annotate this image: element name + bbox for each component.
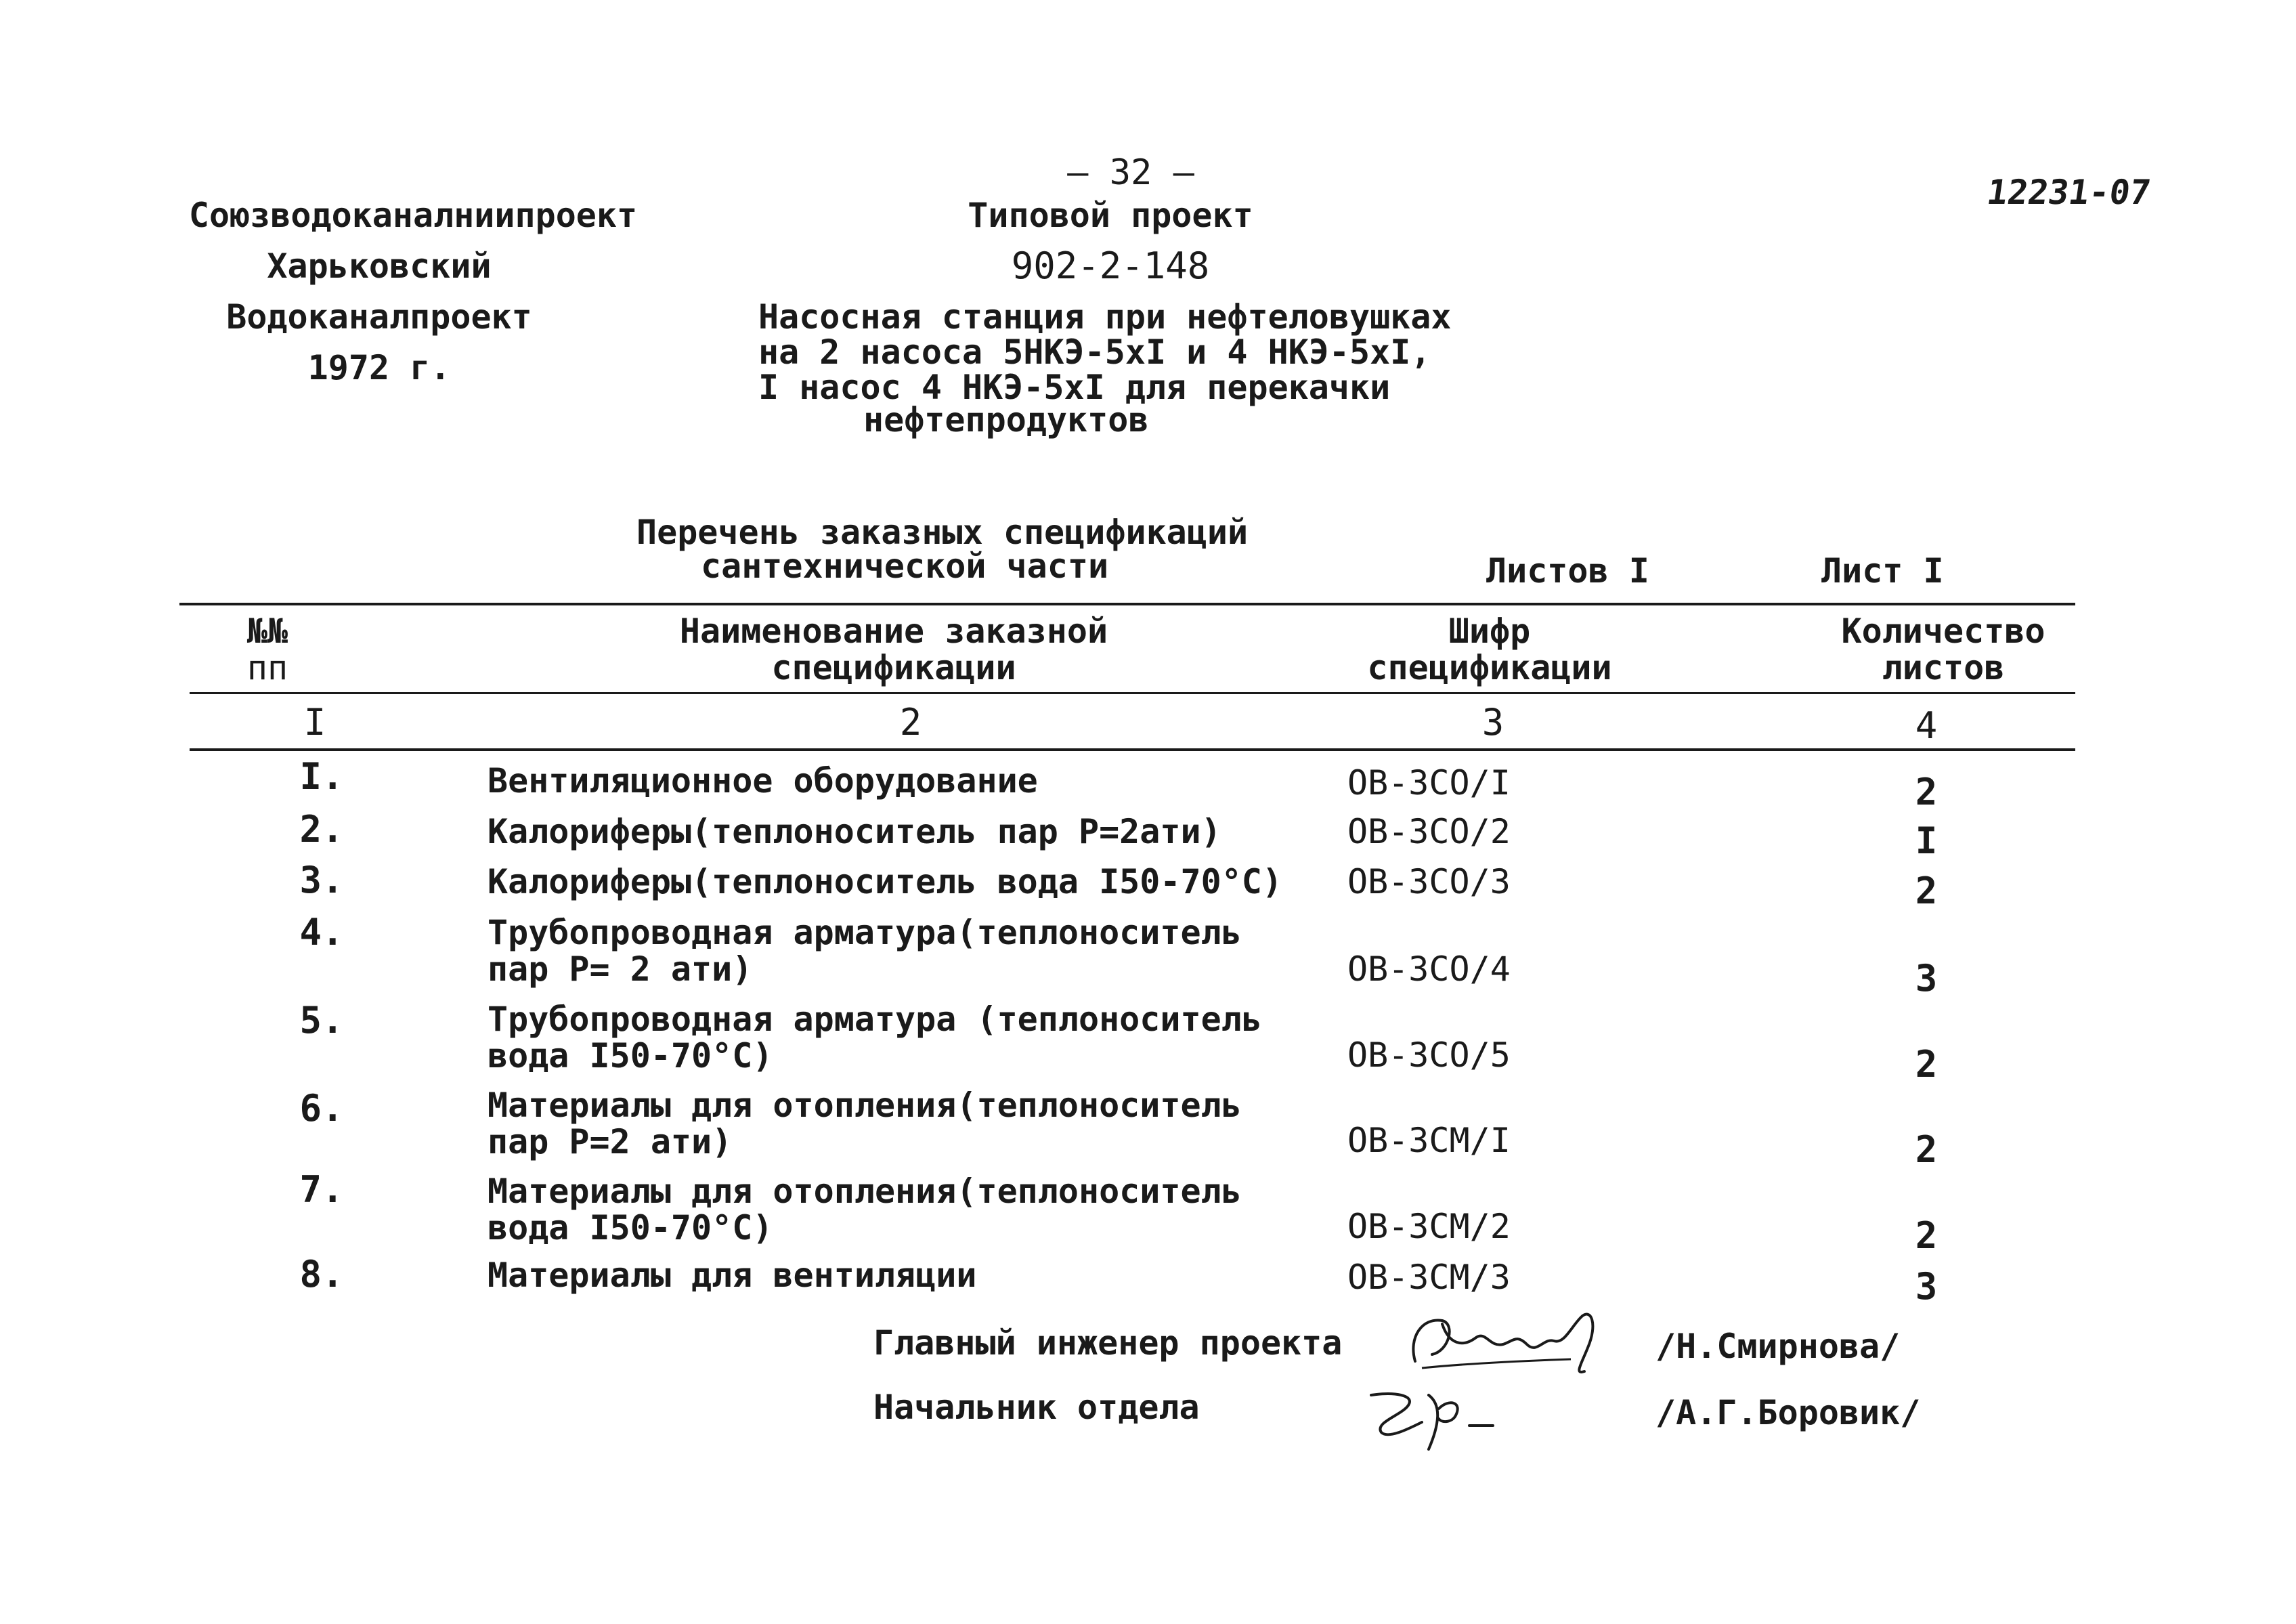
- row-7-name: [488, 1173, 1242, 1246]
- row-8-number: 8.: [299, 1253, 344, 1296]
- row-8-sheets: 3: [1915, 1265, 1938, 1308]
- project-title-line-3: I насос 4 НКЭ-5хI для перекачки: [758, 368, 1391, 407]
- header-col-number: [217, 613, 318, 686]
- handwritten-signature-2: [1361, 1375, 1510, 1456]
- row-3-name: Калориферы(теплоноситель вода I50-70°С): [488, 862, 1282, 901]
- table-top-rule: [179, 603, 2075, 605]
- row-7-sheets: 2: [1915, 1214, 1938, 1257]
- row-4-name: [488, 914, 1242, 987]
- header-col-code: [1341, 613, 1639, 686]
- handwritten-signature-1: [1402, 1297, 1625, 1385]
- row-1-number: I.: [299, 755, 344, 798]
- row-6-number: 6.: [299, 1087, 344, 1130]
- row-5-sheets: 2: [1915, 1043, 1938, 1086]
- organization-name: Союзводоканалниипроект: [188, 196, 638, 235]
- row-5-name: [488, 1001, 1262, 1074]
- header-col-code-line-2: спецификации: [1367, 648, 1612, 687]
- row-6-name-line-1: Материалы для отопления(теплоноситель: [488, 1086, 1242, 1125]
- list-title-line-2: сантехнической части: [701, 547, 1109, 586]
- sheets-total: Листов I: [1486, 551, 1649, 591]
- header-bottom-rule: [190, 692, 2075, 694]
- row-4-name-line-2: пар Р= 2 ати): [488, 949, 753, 989]
- header-col-number-line-2: пп: [246, 648, 288, 687]
- header-col-sheets-line-2: листов: [1882, 648, 2005, 687]
- row-2-code: ОВ-ЗСО/2: [1347, 812, 1511, 851]
- organization-year: 1972 г.: [307, 348, 451, 387]
- row-7-number: 7.: [299, 1168, 344, 1211]
- row-8-code: ОВ-ЗСМ/3: [1347, 1258, 1511, 1297]
- row-7-name-line-1: Материалы для отопления(теплоноситель: [488, 1172, 1242, 1211]
- page-number: – 32 –: [1067, 152, 1194, 193]
- column-number-3: 3: [1481, 701, 1504, 744]
- row-4-code: ОВ-ЗСО/4: [1347, 949, 1511, 989]
- row-6-name-line-2: пар Р=2 ати): [488, 1122, 733, 1161]
- row-6-name: [488, 1087, 1242, 1160]
- row-2-sheets: I: [1915, 819, 1938, 862]
- row-3-number: 3.: [299, 859, 344, 901]
- row-3-sheets: 2: [1915, 870, 1938, 912]
- project-number: 902-2-148: [1011, 244, 1210, 287]
- header-col-sheets-line-1: Количество: [1841, 612, 2045, 651]
- row-7-name-line-2: вода I50-70°С): [488, 1208, 773, 1247]
- sheet-current: Лист I: [1821, 551, 1944, 591]
- row-1-name: Вентиляционное оборудование: [488, 761, 1038, 800]
- header-col-code-line-1: Шифр: [1448, 612, 1531, 651]
- header-col-name-line-1: Наименование заказной: [679, 612, 1108, 651]
- header-col-sheets: [1828, 613, 2058, 686]
- row-5-name-line-2: вода I50-70°С): [488, 1036, 773, 1075]
- project-title-line-4: нефтепродуктов: [863, 400, 1149, 440]
- row-4-sheets: 3: [1915, 957, 1938, 1000]
- row-8-name: Материалы для вентиляции: [488, 1256, 977, 1295]
- header-col-name: [589, 613, 1198, 686]
- row-2-name: Калориферы(теплоноситель пар Р=2ати): [488, 812, 1221, 851]
- row-4-name-line-1: Трубопроводная арматура(теплоноситель: [488, 913, 1242, 952]
- project-title-line-1: Насосная станция при нефтеловушках: [758, 297, 1452, 337]
- row-1-code: ОВ-ЗСО/I: [1347, 763, 1511, 803]
- row-7-code: ОВ-ЗСМ/2: [1347, 1207, 1511, 1246]
- row-5-name-line-1: Трубопроводная арматура (теплоноситель: [488, 1000, 1262, 1039]
- row-3-code: ОВ-ЗСО/3: [1347, 862, 1511, 901]
- column-number-2: 2: [899, 701, 922, 744]
- header-col-number-line-1: №№: [246, 612, 288, 651]
- column-number-4: 4: [1915, 704, 1938, 747]
- row-2-number: 2.: [299, 808, 344, 851]
- column-number-1: I: [303, 701, 326, 744]
- list-title-line-1: Перечень заказных спецификаций: [636, 513, 1249, 552]
- column-number-rule: [190, 748, 2075, 751]
- row-5-number: 5.: [299, 999, 344, 1042]
- row-5-code: ОВ-ЗСО/5: [1347, 1035, 1511, 1075]
- row-6-code: ОВ-ЗСМ/I: [1347, 1121, 1511, 1160]
- signature-name-chief-engineer: /Н.Смирнова/: [1655, 1327, 1901, 1366]
- header-col-name-line-2: спецификации: [771, 648, 1016, 687]
- row-4-number: 4.: [299, 911, 344, 954]
- row-6-sheets: 2: [1915, 1128, 1938, 1171]
- row-1-sheets: 2: [1915, 771, 1938, 813]
- signature-name-department-head: /А.Г.Боровик/: [1655, 1393, 1921, 1432]
- signature-role-department-head: Начальник отдела: [873, 1388, 1200, 1427]
- project-label: Типовой проект: [968, 196, 1253, 235]
- organization-unit: Водоканалпроект: [226, 297, 532, 337]
- organization-city: Харьковский: [267, 247, 492, 286]
- signature-role-chief-engineer: Главный инженер проекта: [873, 1323, 1343, 1363]
- project-title-line-2: на 2 насоса 5НКЭ-5хI и 4 НКЭ-5хI,: [758, 333, 1431, 372]
- document-code: 12231-07: [1984, 173, 2153, 212]
